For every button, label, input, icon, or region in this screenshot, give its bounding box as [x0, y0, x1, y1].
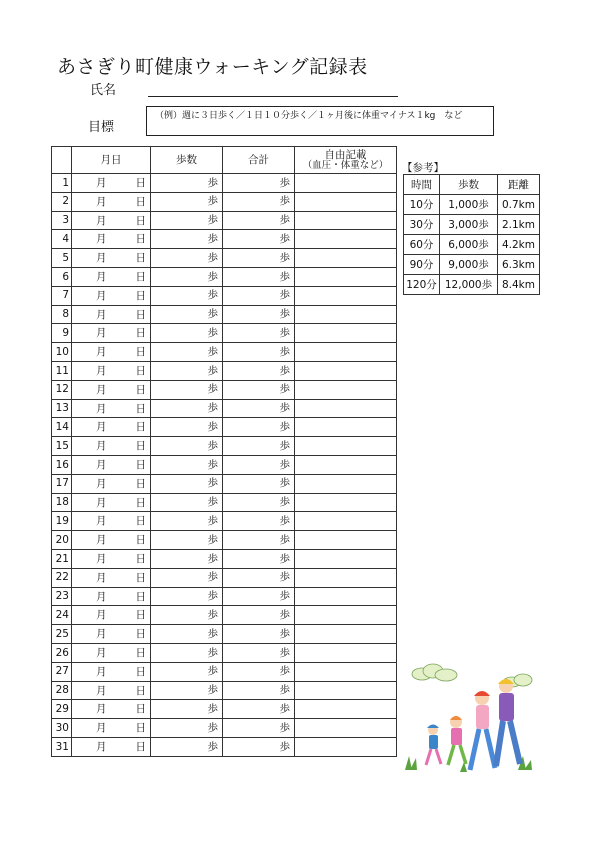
- total-steps-cell[interactable]: 歩: [223, 625, 295, 644]
- row-number: 1: [52, 174, 72, 193]
- page-title: あさぎり町健康ウォーキング記録表: [57, 56, 368, 78]
- table-row: [52, 606, 397, 625]
- date-cell[interactable]: [72, 700, 151, 719]
- steps-cell[interactable]: 歩: [151, 230, 223, 249]
- row-number: 14: [52, 418, 72, 437]
- reference-steps-cell: 9,000歩: [440, 255, 498, 275]
- row-number: 28: [52, 681, 72, 700]
- total-steps-cell[interactable]: 歩: [223, 549, 295, 568]
- date-cell[interactable]: [72, 474, 151, 493]
- date-cell[interactable]: [72, 512, 151, 531]
- date-cell[interactable]: [72, 493, 151, 512]
- month-label: 月: [96, 477, 107, 490]
- month-label: 月: [96, 252, 107, 265]
- free-notes-cell[interactable]: [295, 737, 397, 756]
- goal-example-text: （例）週に３日歩く／１日１０分歩く／１ヶ月後に体重マイナス１kg など: [155, 111, 463, 121]
- row-number: 11: [52, 361, 72, 380]
- day-label: 日: [135, 214, 146, 227]
- steps-cell[interactable]: 歩: [151, 418, 223, 437]
- free-notes-cell[interactable]: [295, 230, 397, 249]
- reference-distance-cell: 0.7km: [498, 195, 540, 215]
- row-number: 8: [52, 305, 72, 324]
- date-cell[interactable]: [72, 418, 151, 437]
- steps-cell[interactable]: 歩: [151, 305, 223, 324]
- month-label: 月: [96, 177, 107, 189]
- row-number: 27: [52, 662, 72, 681]
- total-steps-cell[interactable]: 歩: [223, 512, 295, 531]
- reference-distance-cell: 4.2km: [498, 235, 540, 255]
- table-row: [52, 399, 397, 418]
- total-steps-cell[interactable]: 歩: [223, 192, 295, 211]
- table-row: [52, 531, 397, 550]
- header-steps: 歩数: [151, 147, 223, 174]
- month-label: 月: [96, 402, 107, 415]
- steps-cell[interactable]: 歩: [151, 399, 223, 418]
- free-notes-cell[interactable]: [295, 211, 397, 230]
- table-row: [52, 267, 397, 286]
- day-label: 日: [135, 496, 146, 509]
- free-notes-cell[interactable]: [295, 267, 397, 286]
- date-cell[interactable]: [72, 437, 151, 456]
- total-steps-cell[interactable]: 歩: [223, 380, 295, 399]
- month-label: 月: [96, 308, 107, 321]
- header-date: 月日: [72, 147, 151, 174]
- free-notes-cell[interactable]: [295, 343, 397, 362]
- reference-row: [404, 275, 540, 295]
- day-label: 日: [135, 289, 146, 302]
- steps-cell[interactable]: 歩: [151, 719, 223, 738]
- free-notes-cell[interactable]: [295, 493, 397, 512]
- month-label: 月: [96, 609, 107, 622]
- steps-cell[interactable]: 歩: [151, 437, 223, 456]
- day-label: 日: [135, 346, 146, 359]
- free-notes-cell[interactable]: [295, 399, 397, 418]
- date-cell[interactable]: [72, 211, 151, 230]
- steps-cell[interactable]: 歩: [151, 361, 223, 380]
- reference-header-steps: 歩数: [440, 175, 498, 195]
- table-row: [52, 418, 397, 437]
- total-steps-cell[interactable]: 歩: [223, 324, 295, 343]
- table-row: [52, 249, 397, 268]
- total-steps-cell[interactable]: 歩: [223, 568, 295, 587]
- total-steps-cell[interactable]: 歩: [223, 305, 295, 324]
- table-row: [52, 662, 397, 681]
- day-label: 日: [135, 383, 146, 396]
- free-notes-cell[interactable]: [295, 681, 397, 700]
- steps-cell[interactable]: 歩: [151, 474, 223, 493]
- row-number: 10: [52, 343, 72, 362]
- steps-cell[interactable]: 歩: [151, 549, 223, 568]
- row-number: 6: [52, 267, 72, 286]
- month-label: 月: [96, 289, 107, 302]
- free-notes-cell[interactable]: [295, 418, 397, 437]
- free-notes-cell[interactable]: [295, 437, 397, 456]
- table-row: [52, 493, 397, 512]
- day-label: 日: [135, 252, 146, 265]
- table-row: [52, 587, 397, 606]
- free-notes-cell[interactable]: [295, 361, 397, 380]
- row-number: 31: [52, 737, 72, 756]
- day-label: 日: [135, 364, 146, 377]
- row-number: 29: [52, 700, 72, 719]
- day-label: 日: [135, 552, 146, 565]
- free-notes-cell[interactable]: [295, 305, 397, 324]
- reference-time-cell: 120分: [404, 275, 440, 295]
- row-number: 22: [52, 568, 72, 587]
- total-steps-cell[interactable]: 歩: [223, 174, 295, 193]
- row-number: 3: [52, 211, 72, 230]
- date-cell[interactable]: [72, 343, 151, 362]
- steps-cell[interactable]: 歩: [151, 643, 223, 662]
- day-label: 日: [135, 609, 146, 622]
- total-steps-cell[interactable]: 歩: [223, 474, 295, 493]
- month-label: 月: [96, 534, 107, 547]
- name-label: 氏名: [90, 83, 117, 98]
- steps-cell[interactable]: 歩: [151, 192, 223, 211]
- free-notes-cell[interactable]: [295, 174, 397, 193]
- month-label: 月: [96, 421, 107, 434]
- date-cell[interactable]: [72, 643, 151, 662]
- reference-header-time: 時間: [404, 175, 440, 195]
- month-label: 月: [96, 665, 107, 678]
- row-number: 15: [52, 437, 72, 456]
- steps-cell[interactable]: 歩: [151, 455, 223, 474]
- row-number: 20: [52, 531, 72, 550]
- free-notes-cell[interactable]: [295, 531, 397, 550]
- free-notes-cell[interactable]: [295, 474, 397, 493]
- free-notes-cell[interactable]: [295, 643, 397, 662]
- goal-box[interactable]: [146, 106, 494, 136]
- header-total: 合計: [223, 147, 295, 174]
- total-steps-cell[interactable]: 歩: [223, 343, 295, 362]
- date-cell[interactable]: [72, 549, 151, 568]
- reference-row: [404, 215, 540, 235]
- total-steps-cell[interactable]: 歩: [223, 230, 295, 249]
- free-notes-cell[interactable]: [295, 192, 397, 211]
- total-steps-cell[interactable]: 歩: [223, 399, 295, 418]
- header-index-cell: [52, 147, 72, 174]
- table-row: [52, 380, 397, 399]
- date-cell[interactable]: [72, 286, 151, 305]
- table-row: [52, 230, 397, 249]
- steps-cell[interactable]: 歩: [151, 662, 223, 681]
- header-free-title: 自由記載: [324, 149, 367, 161]
- reference-row: [404, 255, 540, 275]
- steps-cell[interactable]: 歩: [151, 380, 223, 399]
- free-notes-cell[interactable]: [295, 549, 397, 568]
- month-label: 月: [96, 628, 107, 641]
- month-label: 月: [96, 270, 107, 283]
- date-cell[interactable]: [72, 531, 151, 550]
- date-cell[interactable]: [72, 737, 151, 756]
- reference-title: 【参考】: [402, 162, 444, 174]
- date-cell[interactable]: [72, 455, 151, 474]
- month-label: 月: [96, 327, 107, 340]
- month-label: 月: [96, 646, 107, 659]
- table-row: [52, 549, 397, 568]
- date-cell[interactable]: [72, 267, 151, 286]
- month-label: 月: [96, 552, 107, 565]
- steps-cell[interactable]: 歩: [151, 568, 223, 587]
- child-small-figure: [426, 725, 441, 766]
- day-label: 日: [135, 458, 146, 471]
- total-steps-cell[interactable]: 歩: [223, 606, 295, 625]
- name-write-line[interactable]: [148, 96, 398, 97]
- steps-cell[interactable]: 歩: [151, 587, 223, 606]
- steps-cell[interactable]: 歩: [151, 512, 223, 531]
- month-label: 月: [96, 458, 107, 471]
- month-label: 月: [96, 214, 107, 227]
- child-girl-figure: [448, 716, 466, 765]
- free-notes-cell[interactable]: [295, 625, 397, 644]
- total-steps-cell[interactable]: 歩: [223, 361, 295, 380]
- month-label: 月: [96, 195, 107, 208]
- month-label: 月: [96, 740, 107, 753]
- day-label: 日: [135, 440, 146, 453]
- month-label: 月: [96, 440, 107, 453]
- total-steps-cell[interactable]: 歩: [223, 286, 295, 305]
- day-label: 日: [135, 703, 146, 716]
- day-label: 日: [135, 740, 146, 753]
- free-notes-cell[interactable]: [295, 286, 397, 305]
- cloud-icon: [412, 664, 532, 687]
- free-notes-cell[interactable]: [295, 700, 397, 719]
- day-label: 日: [135, 402, 146, 415]
- steps-cell[interactable]: 歩: [151, 625, 223, 644]
- free-notes-cell[interactable]: [295, 324, 397, 343]
- day-label: 日: [135, 722, 146, 735]
- table-row: [52, 437, 397, 456]
- date-cell[interactable]: [72, 681, 151, 700]
- date-cell[interactable]: [72, 606, 151, 625]
- month-label: 月: [96, 571, 107, 584]
- table-row: [52, 625, 397, 644]
- row-number: 23: [52, 587, 72, 606]
- steps-cell[interactable]: 歩: [151, 681, 223, 700]
- total-steps-cell[interactable]: 歩: [223, 418, 295, 437]
- total-steps-cell[interactable]: 歩: [223, 531, 295, 550]
- table-row: [52, 305, 397, 324]
- reference-steps-cell: 6,000歩: [440, 235, 498, 255]
- month-label: 月: [96, 684, 107, 697]
- total-steps-cell[interactable]: 歩: [223, 700, 295, 719]
- reference-row: [404, 235, 540, 255]
- header-free-subtitle: （血圧・体重など）: [302, 159, 389, 171]
- free-notes-cell[interactable]: [295, 606, 397, 625]
- date-cell[interactable]: [72, 625, 151, 644]
- date-cell[interactable]: [72, 192, 151, 211]
- date-cell[interactable]: [72, 174, 151, 193]
- free-notes-cell[interactable]: [295, 249, 397, 268]
- month-label: 月: [96, 383, 107, 396]
- header-free-notes: [295, 147, 397, 174]
- month-label: 月: [96, 515, 107, 528]
- day-label: 日: [135, 684, 146, 697]
- row-number: 12: [52, 380, 72, 399]
- row-number: 24: [52, 606, 72, 625]
- steps-cell[interactable]: 歩: [151, 531, 223, 550]
- steps-cell[interactable]: 歩: [151, 286, 223, 305]
- reference-distance-cell: 2.1km: [498, 215, 540, 235]
- free-notes-cell[interactable]: [295, 719, 397, 738]
- day-label: 日: [135, 421, 146, 434]
- reference-header-distance: 距離: [498, 175, 540, 195]
- steps-cell[interactable]: 歩: [151, 211, 223, 230]
- walking-family-illustration: [400, 662, 540, 782]
- date-cell[interactable]: [72, 324, 151, 343]
- total-steps-cell[interactable]: 歩: [223, 643, 295, 662]
- reference-steps-cell: 3,000歩: [440, 215, 498, 235]
- day-label: 日: [135, 534, 146, 547]
- steps-cell[interactable]: 歩: [151, 249, 223, 268]
- day-label: 日: [135, 177, 146, 189]
- free-notes-cell[interactable]: [295, 512, 397, 531]
- reference-steps-cell: 1,000歩: [440, 195, 498, 215]
- reference-time-cell: 60分: [404, 235, 440, 255]
- table-row: [52, 474, 397, 493]
- table-row: [52, 286, 397, 305]
- day-label: 日: [135, 270, 146, 283]
- row-number: 2: [52, 192, 72, 211]
- man-figure: [496, 679, 520, 766]
- reference-time-cell: 10分: [404, 195, 440, 215]
- total-steps-cell[interactable]: 歩: [223, 211, 295, 230]
- day-label: 日: [135, 590, 146, 603]
- table-row: [52, 737, 397, 756]
- row-number: 19: [52, 512, 72, 531]
- log-header-row: [52, 147, 397, 174]
- table-row: [52, 361, 397, 380]
- table-row: [52, 455, 397, 474]
- total-steps-cell[interactable]: 歩: [223, 719, 295, 738]
- total-steps-cell[interactable]: 歩: [223, 587, 295, 606]
- row-number: 13: [52, 399, 72, 418]
- date-cell[interactable]: [72, 361, 151, 380]
- reference-table: [403, 174, 540, 295]
- row-number: 17: [52, 474, 72, 493]
- row-number: 26: [52, 643, 72, 662]
- total-steps-cell[interactable]: 歩: [223, 493, 295, 512]
- steps-cell[interactable]: 歩: [151, 493, 223, 512]
- day-label: 日: [135, 665, 146, 678]
- goal-label: 目標: [88, 120, 115, 135]
- table-row: [52, 681, 397, 700]
- row-number: 4: [52, 230, 72, 249]
- woman-figure: [470, 691, 495, 770]
- total-steps-cell[interactable]: 歩: [223, 437, 295, 456]
- month-label: 月: [96, 703, 107, 716]
- date-cell[interactable]: [72, 587, 151, 606]
- date-cell[interactable]: [72, 399, 151, 418]
- total-steps-cell[interactable]: 歩: [223, 249, 295, 268]
- month-label: 月: [96, 590, 107, 603]
- total-steps-cell[interactable]: 歩: [223, 681, 295, 700]
- month-label: 月: [96, 346, 107, 359]
- table-row: [52, 568, 397, 587]
- row-number: 30: [52, 719, 72, 738]
- table-row: [52, 211, 397, 230]
- day-label: 日: [135, 628, 146, 641]
- total-steps-cell[interactable]: 歩: [223, 267, 295, 286]
- free-notes-cell[interactable]: [295, 568, 397, 587]
- reference-distance-cell: 6.3km: [498, 255, 540, 275]
- table-row: [52, 512, 397, 531]
- row-number: 16: [52, 455, 72, 474]
- date-cell[interactable]: [72, 719, 151, 738]
- steps-cell[interactable]: 歩: [151, 343, 223, 362]
- free-notes-cell[interactable]: [295, 380, 397, 399]
- month-label: 月: [96, 364, 107, 377]
- day-label: 日: [135, 646, 146, 659]
- total-steps-cell[interactable]: 歩: [223, 737, 295, 756]
- free-notes-cell[interactable]: [295, 587, 397, 606]
- free-notes-cell[interactable]: [295, 662, 397, 681]
- steps-cell[interactable]: 歩: [151, 700, 223, 719]
- steps-cell[interactable]: 歩: [151, 267, 223, 286]
- day-label: 日: [135, 233, 146, 246]
- reference-row: [404, 195, 540, 215]
- table-row: [52, 343, 397, 362]
- table-row: [52, 324, 397, 343]
- total-steps-cell[interactable]: 歩: [223, 662, 295, 681]
- table-row: [52, 700, 397, 719]
- row-number: 25: [52, 625, 72, 644]
- steps-cell[interactable]: 歩: [151, 606, 223, 625]
- table-row: [52, 192, 397, 211]
- steps-cell[interactable]: 歩: [151, 174, 223, 193]
- walking-log-table: [51, 146, 397, 757]
- day-label: 日: [135, 515, 146, 528]
- reference-header-row: [404, 175, 540, 195]
- row-number: 5: [52, 249, 72, 268]
- row-number: 9: [52, 324, 72, 343]
- date-cell[interactable]: [72, 249, 151, 268]
- day-label: 日: [135, 308, 146, 321]
- month-label: 月: [96, 496, 107, 509]
- total-steps-cell[interactable]: 歩: [223, 455, 295, 474]
- row-number: 18: [52, 493, 72, 512]
- day-label: 日: [135, 477, 146, 490]
- reference-time-cell: 30分: [404, 215, 440, 235]
- date-cell[interactable]: [72, 662, 151, 681]
- steps-cell[interactable]: 歩: [151, 324, 223, 343]
- table-row: [52, 643, 397, 662]
- day-label: 日: [135, 195, 146, 208]
- date-cell[interactable]: [72, 230, 151, 249]
- month-label: 月: [96, 233, 107, 246]
- date-cell[interactable]: [72, 568, 151, 587]
- reference-time-cell: 90分: [404, 255, 440, 275]
- reference-distance-cell: 8.4km: [498, 275, 540, 295]
- month-label: 月: [96, 722, 107, 735]
- date-cell[interactable]: [72, 305, 151, 324]
- row-number: 7: [52, 286, 72, 305]
- date-cell[interactable]: [72, 380, 151, 399]
- reference-steps-cell: 12,000歩: [440, 275, 498, 295]
- table-row: [52, 174, 397, 193]
- day-label: 日: [135, 571, 146, 584]
- free-notes-cell[interactable]: [295, 455, 397, 474]
- steps-cell[interactable]: 歩: [151, 737, 223, 756]
- day-label: 日: [135, 327, 146, 340]
- table-row: [52, 719, 397, 738]
- row-number: 21: [52, 549, 72, 568]
